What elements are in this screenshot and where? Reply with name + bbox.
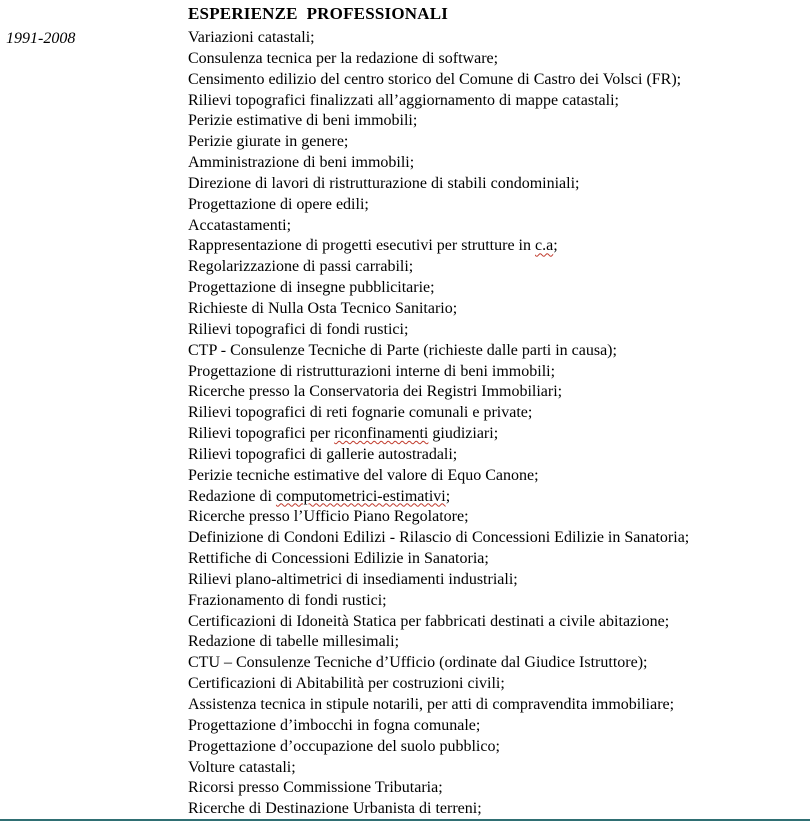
experience-item: Direzione di lavori di ristrutturazione di stabili condominiali; xyxy=(188,174,580,192)
experience-item: Redazione di tabelle millesimali; xyxy=(188,633,400,651)
experience-item: Censimento edilizio del centro storico del Comune di Castro dei Volsci (FR); xyxy=(188,70,682,88)
experience-item: Definizione di Condoni Edilizi - Rilascio di Concessioni Edilizie in Sanatoria; xyxy=(188,529,690,547)
experience-item: Progettazione di opere edili; xyxy=(188,195,369,213)
section-heading: ESPERIENZE PROFESSIONALI xyxy=(188,4,449,23)
experience-item: Amministrazione di beni immobili; xyxy=(188,154,415,172)
experience-item: Certificazioni di Abitabilità per costruzioni civili; xyxy=(188,675,505,693)
experience-item: Regolarizzazione di passi carrabili; xyxy=(188,258,414,276)
experience-item: Rilievi topografici finalizzati all’aggiornamento di mappe catastali; xyxy=(188,91,619,109)
experience-item: Progettazione d’imbocchi in fogna comunale; xyxy=(188,716,481,734)
experience-item: Rilievi topografici di reti fognarie comunali e private; xyxy=(188,404,533,422)
experience-item: Progettazione d’occupazione del suolo pubblico; xyxy=(188,737,500,755)
experience-item: Ricerche di Destinazione Urbanista di terreni; xyxy=(188,800,482,818)
experience-item: Volture catastali; xyxy=(188,758,296,776)
experience-item: Ricerche presso la Conservatoria dei Registri Immobiliari; xyxy=(188,383,563,401)
experience-item: Progettazione di ristrutturazioni interne di beni immobili; xyxy=(188,362,556,380)
experience-item: Richieste di Nulla Osta Tecnico Sanitario; xyxy=(188,299,458,317)
experience-item: Variazioni catastali; xyxy=(188,29,315,46)
experience-item: Rettifiche di Concessioni Edilizie in Sanatoria; xyxy=(188,550,489,568)
experience-item: Perizie giurate in genere; xyxy=(188,133,349,151)
spellcheck-flagged-word: riconfinamenti xyxy=(334,425,429,443)
period-label: 1991-2008 xyxy=(6,30,76,47)
experience-item: Progettazione di insegne pubblicitarie; xyxy=(188,279,435,297)
experience-item: Rappresentazione di progetti esecutivi per strutture in c.a; xyxy=(188,237,558,255)
experience-item: Assistenza tecnica in stipule notarili, per atti di compravendita immobiliare; xyxy=(188,696,675,713)
experience-item: Accatastamenti; xyxy=(188,216,292,234)
experience-item: Rilievi topografici per riconfinamenti giudiziari; xyxy=(188,425,499,443)
experience-item: Ricorsi presso Commissione Tributaria; xyxy=(188,779,443,797)
experience-item: CTU – Consulenze Tecniche d’Ufficio (ordinate dal Giudice Istruttore); xyxy=(188,654,648,672)
experience-item: Redazione di computometrici-estimativi; xyxy=(188,487,451,505)
experience-item: Perizie estimative di beni immobili; xyxy=(188,112,418,130)
experience-item: Perizie tecniche estimative del valore di Equo Canone; xyxy=(188,466,539,484)
experience-item: Consulenza tecnica per la redazione di software; xyxy=(188,49,499,67)
spellcheck-flagged-word: computometrici-estimativi xyxy=(275,487,446,505)
experience-list xyxy=(188,28,689,820)
experience-item: Certificazioni di Idoneità Statica per fabbricati destinati a civile abitazione; xyxy=(188,612,670,630)
bottom-divider xyxy=(0,819,810,821)
experience-item: Rilievi plano-altimetrici di insediamenti industriali; xyxy=(188,570,518,588)
experience-item: Ricerche presso l’Ufficio Piano Regolatore; xyxy=(188,508,469,526)
experience-item: Rilievi topografici di gallerie autostradali; xyxy=(188,445,458,463)
experience-item: CTP - Consulenze Tecniche di Parte (richieste dalle parti in causa); xyxy=(188,341,617,359)
experience-item: Rilievi topografici di fondi rustici; xyxy=(188,320,409,338)
experience-item: Frazionamento di fondi rustici; xyxy=(188,591,387,609)
spellcheck-flagged-word: c.a xyxy=(535,237,554,255)
